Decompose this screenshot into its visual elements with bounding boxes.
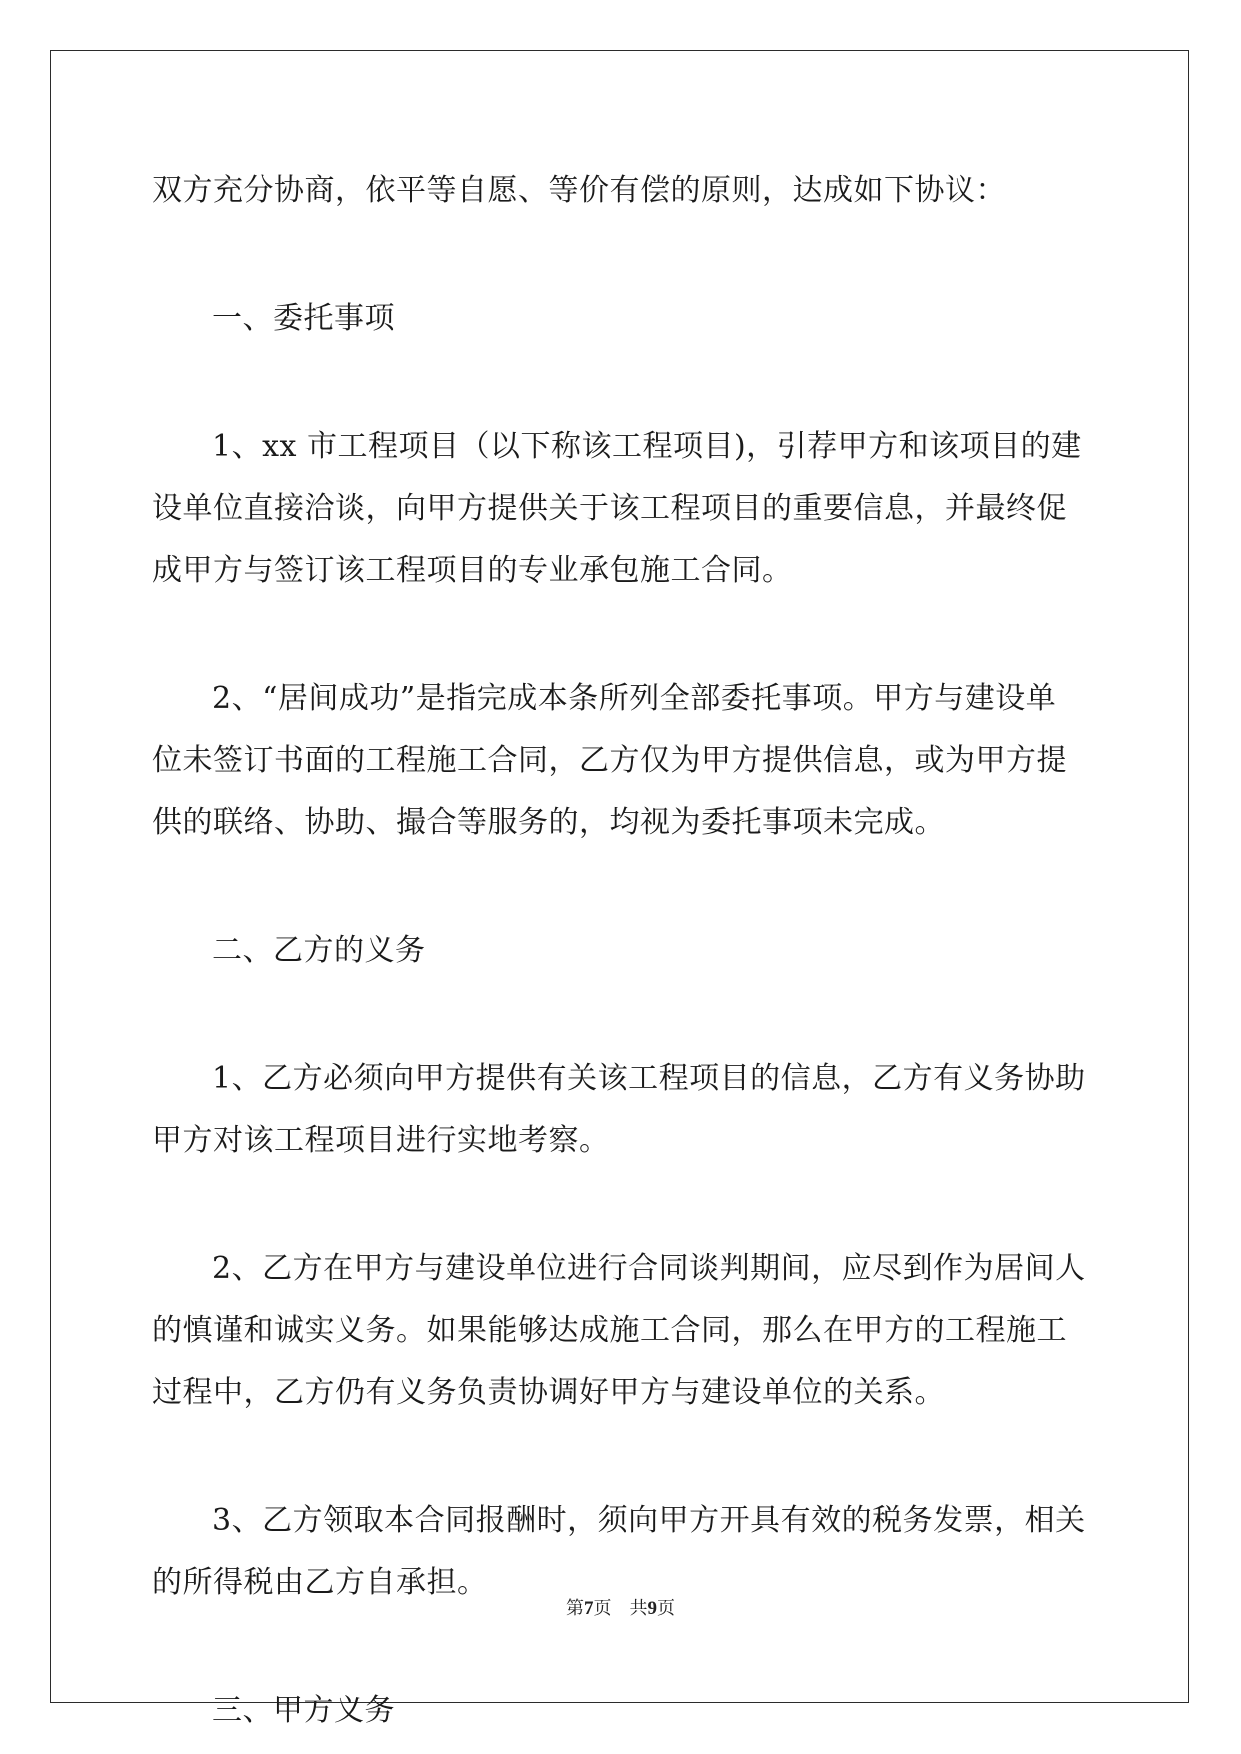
paragraph-line: 成甲方与签订该工程项目的专业承包施工合同。 bbox=[152, 553, 793, 588]
paragraph-line: 2、乙方在甲方与建设单位进行合同谈判期间，应尽到作为居间人 bbox=[212, 1251, 1086, 1286]
paragraph-line: 3、乙方领取本合同报酬时，须向甲方开具有效的税务发票，相关 bbox=[212, 1503, 1086, 1538]
section-heading: 三、甲方义务 bbox=[212, 1693, 395, 1728]
total-suffix: 页 bbox=[657, 1598, 675, 1619]
current-page-number: 7 bbox=[584, 1598, 594, 1619]
page-footer bbox=[0, 1597, 1241, 1621]
page-prefix: 第 bbox=[566, 1598, 584, 1619]
paragraph-line: 甲方对该工程项目进行实地考察。 bbox=[152, 1123, 610, 1158]
section-heading: 一、委托事项 bbox=[212, 301, 395, 336]
page-suffix: 页 bbox=[593, 1598, 612, 1619]
document-body bbox=[152, 160, 1090, 1742]
section-heading: 二、乙方的义务 bbox=[212, 933, 426, 968]
paragraph-line: 过程中，乙方仍有义务负责协调好甲方与建设单位的关系。 bbox=[152, 1375, 945, 1410]
paragraph-line: 双方充分协商，依平等自愿、等价有偿的原则，达成如下协议： bbox=[152, 173, 1006, 208]
paragraph-line: 位未签订书面的工程施工合同，乙方仅为甲方提供信息，或为甲方提 bbox=[152, 743, 1067, 778]
paragraph-line: 2、“居间成功”是指完成本条所列全部委托事项。甲方与建设单 bbox=[212, 681, 1057, 716]
paragraph-line: 的慎谨和诚实义务。如果能够达成施工合同，那么在甲方的工程施工 bbox=[152, 1313, 1067, 1348]
paragraph-line: 供的联络、协助、撮合等服务的，均视为委托事项未完成。 bbox=[152, 805, 945, 840]
paragraph-line: 的所得税由乙方自承担。 bbox=[152, 1565, 488, 1600]
total-prefix: 共 bbox=[629, 1598, 648, 1619]
paragraph-line: 1、乙方必须向甲方提供有关该工程项目的信息，乙方有义务协助 bbox=[212, 1061, 1086, 1096]
paragraph-line: 设单位直接洽谈，向甲方提供关于该工程项目的重要信息，并最终促 bbox=[152, 491, 1067, 526]
total-page-number: 9 bbox=[647, 1598, 657, 1619]
paragraph-line: 1、xx 市工程项目（以下称该工程项目)，引荐甲方和该项目的建 bbox=[212, 429, 1082, 464]
